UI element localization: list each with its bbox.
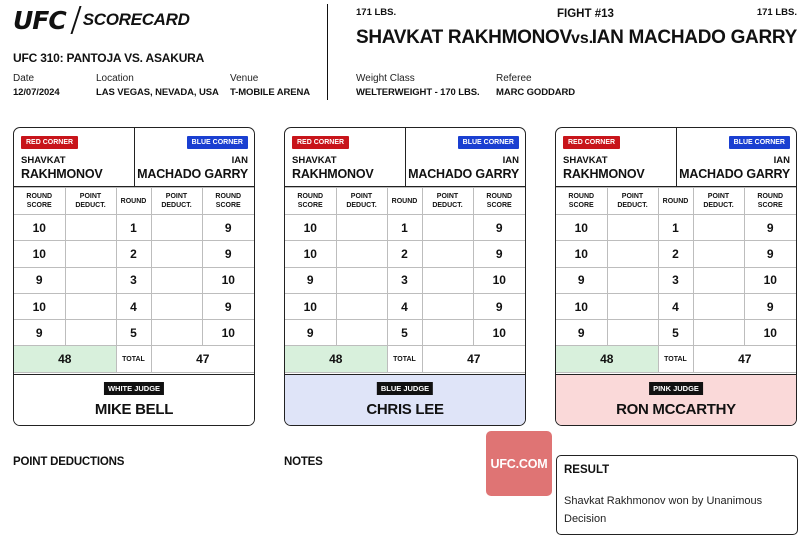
red-point-deduction [607, 241, 658, 267]
judge-scorecard [555, 127, 797, 426]
blue-round-score: 9 [744, 215, 796, 241]
blue-point-deduction [422, 320, 473, 346]
blue-corner-tag: BLUE CORNER [458, 136, 519, 149]
blue-fighter-weight: 171 LBS. [756, 7, 797, 18]
score-table-header [14, 188, 254, 215]
blue-total-score: 47 [151, 346, 254, 373]
red-total-score: 48 [14, 346, 116, 373]
blue-round-score: 10 [473, 320, 525, 346]
blue-point-deduction [151, 241, 202, 267]
round-number: 1 [387, 215, 422, 241]
round-row [14, 241, 254, 267]
blue-corner-cell [406, 128, 526, 187]
total-row [14, 346, 254, 373]
total-label: TOTAL [387, 346, 422, 373]
round-number: 5 [387, 320, 422, 346]
blue-total-score: 47 [422, 346, 525, 373]
round-number: 2 [116, 241, 151, 267]
red-round-score: 9 [14, 267, 65, 293]
judge-section [14, 374, 254, 426]
round-number: 3 [116, 267, 151, 293]
red-fighter-weight: 171 LBS. [356, 7, 397, 18]
red-round-score: 9 [14, 320, 65, 346]
red-point-deduction [65, 293, 116, 319]
header-blue-round-score: ROUND SCORE [473, 188, 525, 215]
total-row [556, 346, 796, 373]
blue-round-score: 9 [202, 215, 254, 241]
red-round-score: 9 [556, 320, 607, 346]
red-last-name: RAKHMONOV [563, 167, 645, 181]
round-row [285, 267, 525, 293]
ufc-com-badge-text: UFC.COM [490, 456, 548, 471]
blue-corner-cell [677, 128, 797, 187]
location-value: LAS VEGAS, NEVADA, USA [96, 87, 219, 98]
round-row [14, 215, 254, 241]
score-table-header [556, 188, 796, 215]
red-first-name: SHAVKAT [292, 155, 337, 166]
result-heading: RESULT [564, 464, 610, 476]
red-round-score: 10 [556, 215, 607, 241]
red-first-name: SHAVKAT [563, 155, 608, 166]
header-red-round-score: ROUND SCORE [285, 188, 336, 215]
round-number: 2 [658, 241, 693, 267]
round-row [556, 293, 796, 319]
venue-label: Venue [230, 73, 259, 84]
header-round: ROUND [387, 188, 422, 215]
red-round-score: 10 [285, 215, 336, 241]
score-table [14, 187, 254, 373]
header-red-round-score: ROUND SCORE [14, 188, 65, 215]
blue-point-deduction [693, 320, 744, 346]
red-corner-tag: RED CORNER [21, 136, 78, 149]
blue-point-deduction [151, 293, 202, 319]
fighter-names-row [285, 128, 525, 187]
round-number: 3 [658, 267, 693, 293]
judge-section [285, 374, 525, 426]
notes-heading: NOTES [284, 456, 323, 468]
blue-round-score: 9 [473, 215, 525, 241]
header-red-point-deduct: POINT DEDUCT. [336, 188, 387, 215]
red-round-score: 10 [285, 293, 336, 319]
header-blue-point-deduct: POINT DEDUCT. [151, 188, 202, 215]
blue-round-score: 10 [202, 267, 254, 293]
red-round-score: 9 [285, 267, 336, 293]
referee-label: Referee [496, 73, 532, 84]
weight-class-value: WELTERWEIGHT - 170 LBS. [356, 87, 480, 98]
round-number: 2 [387, 241, 422, 267]
header-red-point-deduct: POINT DEDUCT. [65, 188, 116, 215]
red-point-deduction [607, 320, 658, 346]
blue-first-name: IAN [773, 155, 790, 166]
round-number: 4 [387, 293, 422, 319]
score-table-header [285, 188, 525, 215]
header-round: ROUND [658, 188, 693, 215]
blue-point-deduction [151, 267, 202, 293]
red-round-score: 10 [556, 293, 607, 319]
judge-name: MIKE BELL [94, 401, 174, 418]
blue-round-score: 9 [744, 241, 796, 267]
round-row [285, 293, 525, 319]
date-label: Date [13, 73, 35, 84]
round-number: 4 [658, 293, 693, 319]
round-row [556, 241, 796, 267]
header-blue-point-deduct: POINT DEDUCT. [422, 188, 473, 215]
header-blue-round-score: ROUND SCORE [744, 188, 796, 215]
total-label: TOTAL [116, 346, 151, 373]
blue-round-score: 10 [744, 320, 796, 346]
red-point-deduction [336, 267, 387, 293]
blue-first-name: IAN [231, 155, 248, 166]
referee-value: MARC GODDARD [496, 87, 576, 98]
red-round-score: 10 [285, 241, 336, 267]
blue-last-name: MACHADO GARRY [137, 167, 248, 181]
result-box [556, 455, 798, 535]
judge-scorecard [284, 127, 526, 426]
venue-value: T-MOBILE ARENA [230, 87, 311, 98]
location-label: Location [96, 73, 134, 84]
blue-round-score: 9 [473, 293, 525, 319]
round-row [556, 215, 796, 241]
blue-corner-tag: BLUE CORNER [187, 136, 248, 149]
fight-number: FIGHT #13 [557, 8, 614, 20]
ufc-logo [13, 5, 190, 35]
blue-round-score: 9 [473, 241, 525, 267]
blue-point-deduction [151, 320, 202, 346]
red-total-score: 48 [556, 346, 658, 373]
judge-tag: WHITE JUDGE [104, 382, 164, 395]
judge-tag: PINK JUDGE [649, 382, 703, 395]
red-point-deduction [336, 320, 387, 346]
round-row [556, 320, 796, 346]
result-text: Shavkat Rakhmonov won by Unanimous Decision [564, 495, 763, 525]
score-table [285, 187, 525, 373]
red-round-score: 10 [556, 241, 607, 267]
red-point-deduction [607, 267, 658, 293]
event-title: UFC 310: PANTOJA VS. ASAKURA [13, 51, 205, 65]
ufc-com-badge[interactable] [486, 431, 552, 496]
header-red-point-deduct: POINT DEDUCT. [607, 188, 658, 215]
round-number: 4 [116, 293, 151, 319]
blue-round-score: 10 [744, 267, 796, 293]
judge-tag: BLUE JUDGE [377, 382, 433, 395]
red-first-name: SHAVKAT [21, 155, 66, 166]
point-deductions-heading: POINT DEDUCTIONS [13, 456, 125, 468]
red-point-deduction [607, 293, 658, 319]
blue-corner-cell [135, 128, 255, 187]
red-corner-cell [285, 128, 406, 187]
fighter-names-row [14, 128, 254, 187]
blue-round-score: 9 [744, 293, 796, 319]
blue-round-score: 9 [202, 241, 254, 267]
round-number: 5 [116, 320, 151, 346]
blue-point-deduction [422, 267, 473, 293]
blue-point-deduction [422, 215, 473, 241]
header-divider [327, 4, 328, 100]
round-row [556, 267, 796, 293]
red-point-deduction [65, 267, 116, 293]
red-point-deduction [336, 293, 387, 319]
header-red-round-score: ROUND SCORE [556, 188, 607, 215]
blue-round-score: 9 [202, 293, 254, 319]
judge-section [556, 374, 796, 426]
red-point-deduction [607, 215, 658, 241]
round-number: 3 [387, 267, 422, 293]
header-blue-point-deduct: POINT DEDUCT. [693, 188, 744, 215]
red-round-score: 10 [14, 215, 65, 241]
total-row [285, 346, 525, 373]
red-corner-tag: RED CORNER [292, 136, 349, 149]
red-corner-cell [556, 128, 677, 187]
blue-point-deduction [151, 215, 202, 241]
round-row [285, 320, 525, 346]
blue-first-name: IAN [502, 155, 519, 166]
logo-divider [70, 6, 81, 34]
blue-last-name: MACHADO GARRY [679, 167, 790, 181]
red-round-score: 9 [285, 320, 336, 346]
round-row [14, 320, 254, 346]
red-corner-cell [14, 128, 135, 187]
blue-point-deduction [693, 293, 744, 319]
blue-point-deduction [422, 293, 473, 319]
red-point-deduction [65, 215, 116, 241]
score-table [556, 187, 796, 373]
round-number: 1 [116, 215, 151, 241]
blue-last-name: MACHADO GARRY [408, 167, 519, 181]
red-last-name: RAKHMONOV [292, 167, 374, 181]
blue-round-score: 10 [202, 320, 254, 346]
date-value: 12/07/2024 [13, 87, 60, 98]
red-round-score: 9 [556, 267, 607, 293]
red-point-deduction [65, 320, 116, 346]
header-round: ROUND [116, 188, 151, 215]
fighter-names-row [556, 128, 796, 187]
versus-label: vs. [571, 30, 594, 47]
blue-corner-tag: BLUE CORNER [729, 136, 790, 149]
blue-point-deduction [693, 267, 744, 293]
round-row [14, 293, 254, 319]
red-point-deduction [65, 241, 116, 267]
round-row [285, 215, 525, 241]
judge-name: CHRIS LEE [366, 401, 444, 418]
judge-scorecard [13, 127, 255, 426]
round-row [285, 241, 525, 267]
total-label: TOTAL [658, 346, 693, 373]
red-fighter-name: SHAVKAT RAKHMONOV [356, 27, 572, 48]
round-number: 1 [658, 215, 693, 241]
red-point-deduction [336, 241, 387, 267]
blue-total-score: 47 [693, 346, 796, 373]
weight-class-label: Weight Class [356, 73, 415, 84]
red-round-score: 10 [14, 293, 65, 319]
judge-name: RON MCCARTHY [616, 401, 736, 418]
blue-point-deduction [693, 241, 744, 267]
round-row [14, 267, 254, 293]
round-number: 5 [658, 320, 693, 346]
red-total-score: 48 [285, 346, 387, 373]
blue-fighter-name: IAN MACHADO GARRY [591, 27, 797, 48]
scorecard-title: SCORECARD [82, 10, 190, 29]
ufc-logo-text: UFC [13, 5, 66, 35]
red-point-deduction [336, 215, 387, 241]
header-blue-round-score: ROUND SCORE [202, 188, 254, 215]
red-last-name: RAKHMONOV [21, 167, 103, 181]
blue-point-deduction [693, 215, 744, 241]
blue-round-score: 10 [473, 267, 525, 293]
blue-point-deduction [422, 241, 473, 267]
red-round-score: 10 [14, 241, 65, 267]
red-corner-tag: RED CORNER [563, 136, 620, 149]
